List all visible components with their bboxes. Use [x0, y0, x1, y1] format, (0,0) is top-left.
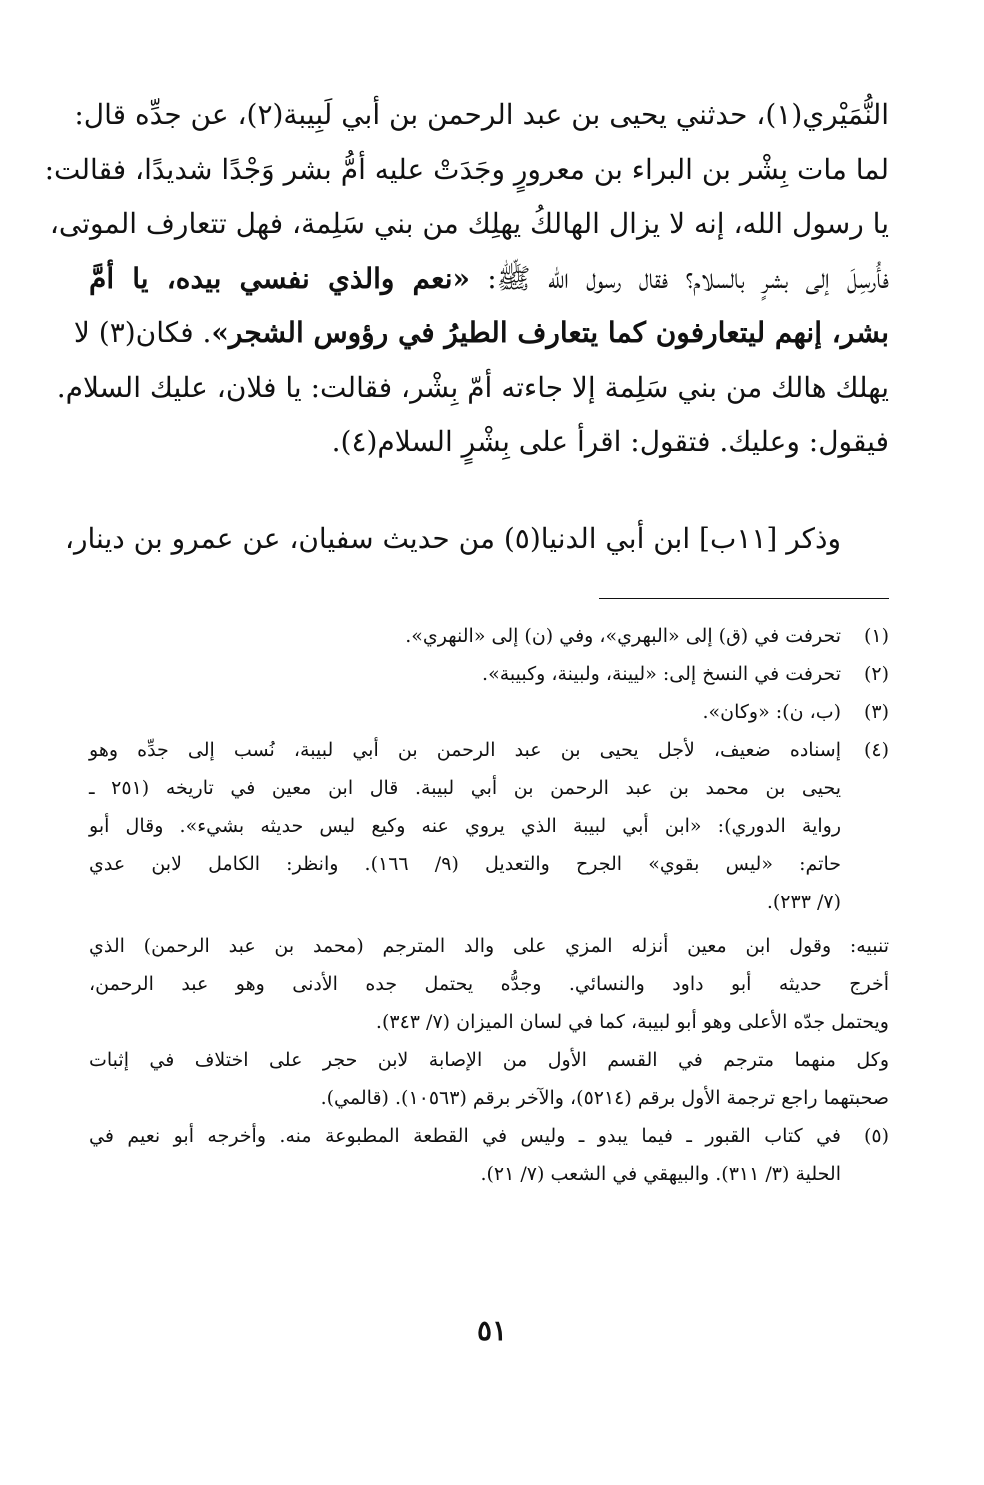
footnote-line: في كتاب القبور ـ فيما يبدو ـ وليس في القطعة المطبوعة منه. وأخرجه أبو نعيم في — [89, 1125, 841, 1147]
paragraph: وذكر [١١ب] ابن أبي الدنيا(٥) من حديث سفيان، عن عمرو بن دينار، — [64, 522, 841, 555]
footnote — [89, 1117, 889, 1193]
footnote-number: (٣) — [863, 701, 889, 723]
footnote-line: (٧/ ٢٣٣). — [766, 891, 841, 913]
footnote-line: إسناده ضعيف، لأجل يحيى بن عبد الرحمن بن أبي لبيبة، نُسب إلى جدِّه وهو — [89, 739, 841, 761]
text-line: النُّمَيْري(١)، حدثني يحيى بن عبد الرحمن بن أبي لَبِيبة(٢)، عن جدِّه قال: — [74, 98, 889, 131]
footnote-line: صحبتهما راجع ترجمة الأول برقم (٥٢١٤)، والآخر برقم (١٠٥٦٣). (قالمي). — [320, 1087, 889, 1109]
text-line: يهلك هالك من بني سَلِمة إلا جاءته أمّ بِشْر، فقالت: يا فلان، عليك السلام. — [56, 370, 889, 404]
text-segment: . فكان(٣) لا — [73, 316, 212, 349]
footnote-divider — [599, 598, 889, 599]
page-number: ٥١ — [476, 1314, 508, 1347]
footnote-line: تنبيه: وقول ابن معين أنزله المزي على والد المترجم (محمد بن عبد الرحمن) الذي — [89, 935, 889, 957]
text-line: لما مات بِشْر بن البراء بن معرورٍ وجَدَتْ عليه أمُّ بشر وَجْدًا شديدًا، فقالت: — [44, 152, 889, 186]
footnotes — [89, 617, 889, 1193]
footnote-number: (٥) — [863, 1125, 889, 1147]
footnote-number: (٢) — [863, 663, 889, 685]
footnote-line: رواية الدوري): «ابن أبي لبيبة الذي يروي عنه وكيع ليس حديثه بشيء». وقال أبو — [89, 815, 841, 837]
footnote-line: ويحتمل جدّه الأعلى وهو أبو لبيبة، كما في لسان الميزان (٧/ ٣٤٣). — [375, 1011, 889, 1033]
footnote-line: وكل منهما مترجم في القسم الأول من الإصابة لابن حجر على اختلاف في إثبات — [89, 1049, 889, 1071]
footnote-line: حاتم: «ليس بقوي» الجرح والتعديل (٩/ ١٦٦). وانظر: الكامل لابن عدي — [89, 853, 841, 875]
footnote-line: أخرج حديثه أبو داود والنسائي. وجدُّه يحتمل جده الأدنى وهو عبد الرحمن، — [89, 973, 889, 995]
footnote — [89, 655, 889, 693]
hadith-quote: «نعم والذي نفسي بيده، يا أمَّ — [89, 261, 470, 295]
text-line: فيقول: وعليك. فتقول: اقرأ على بِشْرٍ السلام(٤). — [331, 425, 889, 458]
footnote-line: الحلية (٣/ ٣١١). والبيهقي في الشعب (٧/ ٢١). — [480, 1163, 841, 1185]
footnote — [89, 731, 889, 921]
footnote-number: (٤) — [863, 739, 889, 761]
hadith-quote: بشر، إنهم ليتعارفون كما يتعارف الطيرُ في رؤوس الشجر» — [211, 316, 889, 349]
footnote-note — [89, 927, 889, 1117]
footnote-line: تحرفت في (ق) إلى «البهري»، وفي (ن) إلى «النهري». — [405, 625, 841, 647]
footnote-line: يحيى بن محمد بن عبد الرحمن بن أبي لبيبة. قال ابن معين في تاريخه (٢٥١ ـ — [89, 777, 841, 799]
footnote-line: تحرفت في النسخ إلى: «ليينة، ولبينة، وكبيبة». — [482, 663, 841, 685]
footnote — [89, 693, 889, 731]
footnote-number: (١) — [863, 625, 889, 647]
footnote-line: (ب، ن): «وكان». — [702, 701, 841, 723]
text-segment: فأُرسِلَ إلى بشرٍ بالسلام؟ فقال رسول الله ﷺ: — [487, 261, 890, 295]
main-text — [44, 88, 890, 470]
text-line: يا رسول الله، إنه لا يزال الهالكُ يهلِك من بني سَلِمة، فهل تتعارف الموتى، — [49, 207, 889, 240]
text-line — [73, 306, 889, 361]
text-line — [89, 252, 889, 307]
footnote — [89, 617, 889, 655]
